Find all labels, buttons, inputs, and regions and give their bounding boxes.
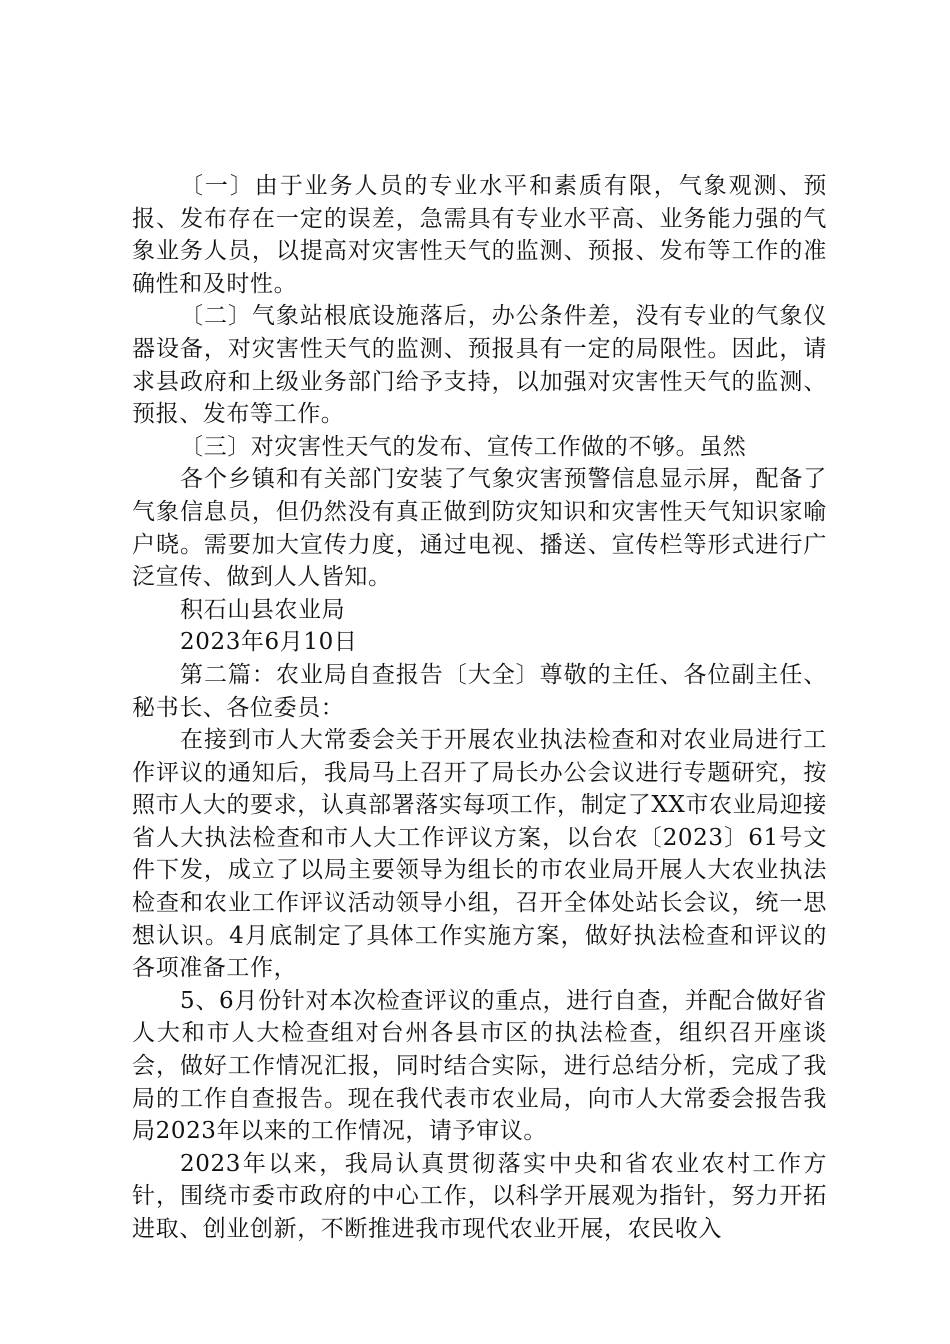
paragraph-item-2: 〔二〕气象站根底设施落后，办公条件差，没有专业的气象仪器设备，对灾害性天气的监测、预报具有一定的局限性。因此，请求县政府和上级业务部门给予支持，以加强对灾害性天气的监测、预报、发布等工作。 (132, 303, 827, 428)
signature-org: 积石山县农业局 (180, 596, 346, 623)
paragraph-item-4: 各个乡镇和有关部门安装了气象灾害预警信息显示屏，配备了气象信息员，但仍然没有真正做到防灾知识和灾害性天气知识家喻户晓。需要加大宣传力度，通过电视、播送、宣传栏等形式进行广泛宣传、做到人人皆知。 (132, 466, 827, 591)
document-body (132, 170, 827, 1246)
section-heading: 第二篇：农业局自查报告〔大全〕尊敬的主任、各位副主任、秘书长、各位委员： (132, 661, 827, 721)
paragraph-item-5: 在接到市人大常委会关于开展农业执法检查和对农业局进行工作评议的通知后，我局马上召开了局长办公会议进行专题研究，按照市人大的要求，认真部署落实每项工作，制定了XX市农业局迎接省人大执法检查和市人大工作评议方案，以台农〔2023〕61号文件下发，成立了以局主要领导为组长的市农业局开展人大农业执法检查和农业工作评议活动领导小组，召开全体处站长会议，统一思想认识。4月底制定了具体工作实施方案，做好执法检查和评议的各项准备工作， (132, 727, 827, 982)
paragraph-item-7: 2023年以来，我局认真贯彻落实中央和省农业农村工作方针，围绕市委市政府的中心工作，以科学开展观为指针，努力开拓进取、创业创新，不断推进我市现代农业开展，农民收入 (132, 1150, 827, 1242)
paragraph-item-3: 〔三〕对灾害性天气的发布、宣传工作做的不够。虽然 (180, 433, 747, 460)
paragraph-item-1: 〔一〕由于业务人员的专业水平和素质有限，气象观测、预报、发布存在一定的误差，急需具有专业水平高、业务能力强的气象业务人员，以提高对灾害性天气的监测、预报、发布等工作的准确性和及时性。 (132, 173, 827, 297)
signature-date: 2023年6月10日 (180, 629, 358, 656)
paragraph-item-6: 5、6月份针对本次检查评议的重点，进行自查，并配合做好省人大和市人大检查组对台州各县市区的执法检查，组织召开座谈会，做好工作情况汇报，同时结合实际，进行总结分析，完成了我局的工作自查报告。现在我代表市农业局，向市人大常委会报告我局2023年以来的工作情况，请予审议。 (132, 987, 827, 1145)
